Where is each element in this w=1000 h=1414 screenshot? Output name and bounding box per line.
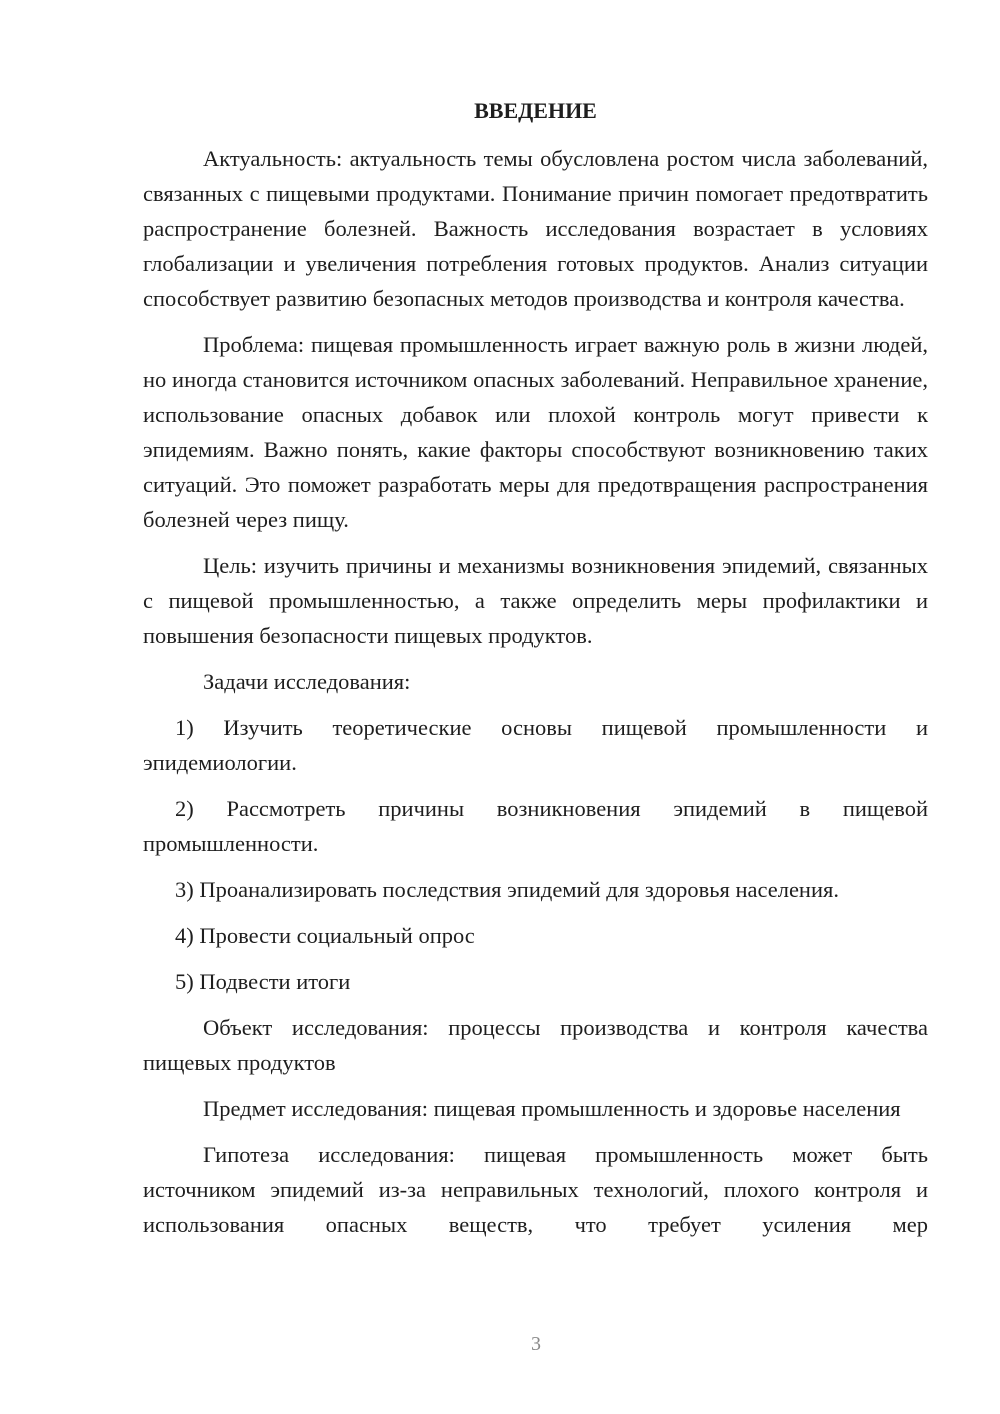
task-item-5: 5) Подвести итоги (175, 969, 351, 994)
task-item-1: 1) Изучить теоретические основы пищевой промышленности и эпидемиологии. (143, 715, 928, 775)
tasks-title: Задачи исследования: (203, 669, 411, 694)
hypothesis-paragraph: Гипотеза исследования: пищевая промышленность может быть источником эпидемий из-за неправильных технологий, плохого контроля и использования опасных веществ, что требует усиления мер (143, 1142, 928, 1237)
document-body (143, 94, 928, 1242)
page-number: 3 (531, 1333, 541, 1355)
task-item-3: 3) Проанализировать последствия эпидемий для здоровья населения. (175, 877, 839, 902)
task-item-2: 2) Рассмотреть причины возникновения эпидемий в пищевой промышленности. (143, 796, 928, 856)
section-heading: ВВЕДЕНИЕ (474, 98, 597, 123)
relevance-paragraph: Актуальность: актуальность темы обусловлена ростом числа заболеваний, связанных с пищевыми продуктами. Понимание причин помогает предотвратить распространение болезней. Важность исследования возрастает в условиях глобализации и увеличения потребления готовых продуктов. Анализ ситуации способствует развитию безопасных методов производства и контроля качества. (143, 146, 928, 311)
object-paragraph: Объект исследования: процессы производства и контроля качества пищевых продуктов (143, 1015, 928, 1075)
task-item-4: 4) Провести социальный опрос (175, 923, 475, 948)
problem-paragraph: Проблема: пищевая промышленность играет важную роль в жизни людей, но иногда становится источником опасных заболеваний. Неправильное хранение, использование опасных добавок или плохой контроль могут привести к эпидемиям. Важно понять, какие факторы способствуют возникновению таких ситуаций. Это поможет разработать меры для предотвращения распространения болезней через пищу. (143, 332, 928, 532)
subject-paragraph: Предмет исследования: пищевая промышленность и здоровье населения (203, 1096, 901, 1121)
goal-paragraph: Цель: изучить причины и механизмы возникновения эпидемий, связанных с пищевой промышленностью, а также определить меры профилактики и повышения безопасности пищевых продуктов. (143, 553, 928, 648)
